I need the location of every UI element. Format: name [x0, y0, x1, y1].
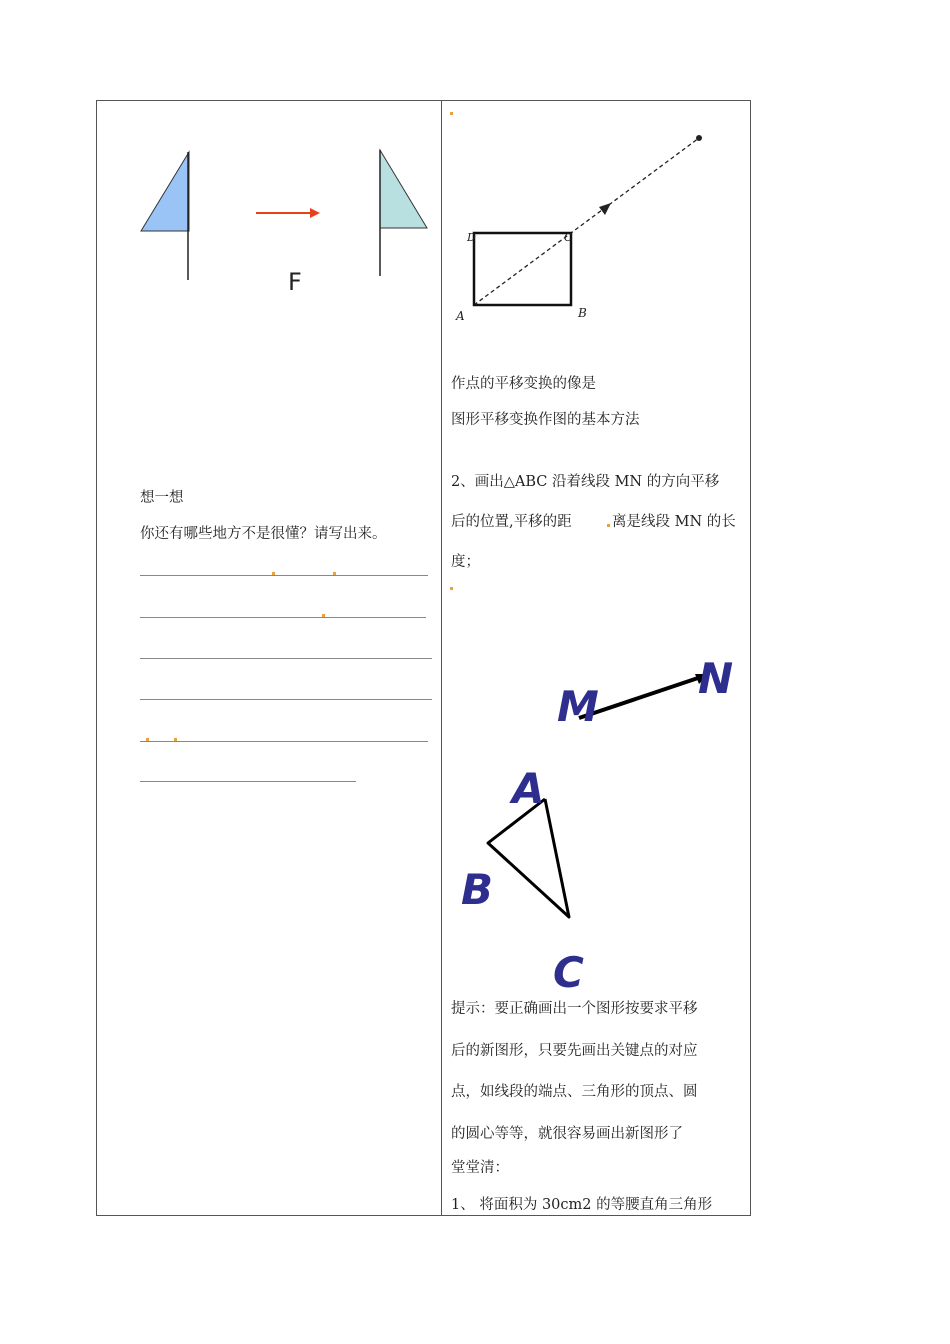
letter-c: C [553, 948, 584, 997]
think-prompt: 你还有哪些地方不是很懂？请写出来。 [140, 526, 387, 542]
answer-line-6[interactable] [140, 781, 356, 782]
letter-a: A [512, 764, 545, 813]
question-2-line-1: 2、画出△ABC 沿着线段 MN 的方向平移 [451, 474, 720, 490]
letter-m: M [557, 682, 599, 731]
answer-line-3[interactable] [140, 658, 432, 659]
hint-line-3: 点，如线段的端点、三角形的顶点、圆 [451, 1084, 698, 1100]
basic-method-text: 图形平移变换作图的基本方法 [451, 412, 640, 428]
letter-n: N [698, 654, 734, 703]
hint-line-4: 的圆心等等，就很容易画出新图形了 [451, 1126, 683, 1142]
rect-label-c: C [564, 231, 573, 244]
rect-label-d: D [467, 231, 476, 244]
answer-line-4[interactable] [140, 699, 432, 700]
question-2-line-2b: 离是线段 MN 的长 [612, 514, 736, 530]
flag-translation-figure [96, 100, 436, 300]
answer-line-1-mark [272, 572, 275, 575]
rectangle-translation-figure [441, 100, 741, 330]
decor-mark [450, 587, 453, 590]
translation-dashed-line [474, 138, 699, 305]
left-flag-triangle [141, 152, 189, 231]
answer-line-2-mark [322, 614, 325, 617]
hint-line-2: 后的新图形，只要先画出关键点的对应 [451, 1043, 698, 1059]
hint-line-1: 提示：要正确画出一个图形按要求平移 [451, 1001, 698, 1017]
answer-line-5[interactable] [140, 741, 428, 742]
target-point [696, 135, 702, 141]
exercise-item-1: 1、 将面积为 30cm2 的等腰直角三角形 [451, 1197, 713, 1213]
rect-label-b: B [578, 306, 587, 320]
right-flag-triangle [380, 150, 427, 228]
rectangle-abcd [474, 233, 571, 305]
answer-line-1-mark [333, 572, 336, 575]
question-2-line-2a: 后的位置,平移的距 [451, 514, 572, 530]
answer-line-2[interactable] [140, 617, 426, 618]
translation-arrow-head [310, 208, 320, 218]
answer-line-5-mark [146, 738, 149, 741]
question-2-line-3: 度； [451, 554, 480, 570]
answer-line-1[interactable] [140, 575, 428, 576]
point-translation-text: 作点的平移变换的像是 [451, 376, 596, 392]
f-label: F [288, 268, 302, 296]
dashed-line-arrowhead [599, 203, 611, 215]
triangle-abc [488, 799, 569, 917]
think-title: 想一想 [140, 490, 184, 506]
tangtang-title: 堂堂清： [451, 1160, 509, 1176]
rect-label-a: A [456, 309, 465, 323]
decor-mark [607, 524, 610, 527]
answer-line-5-mark [174, 738, 177, 741]
letter-b: B [461, 865, 494, 914]
